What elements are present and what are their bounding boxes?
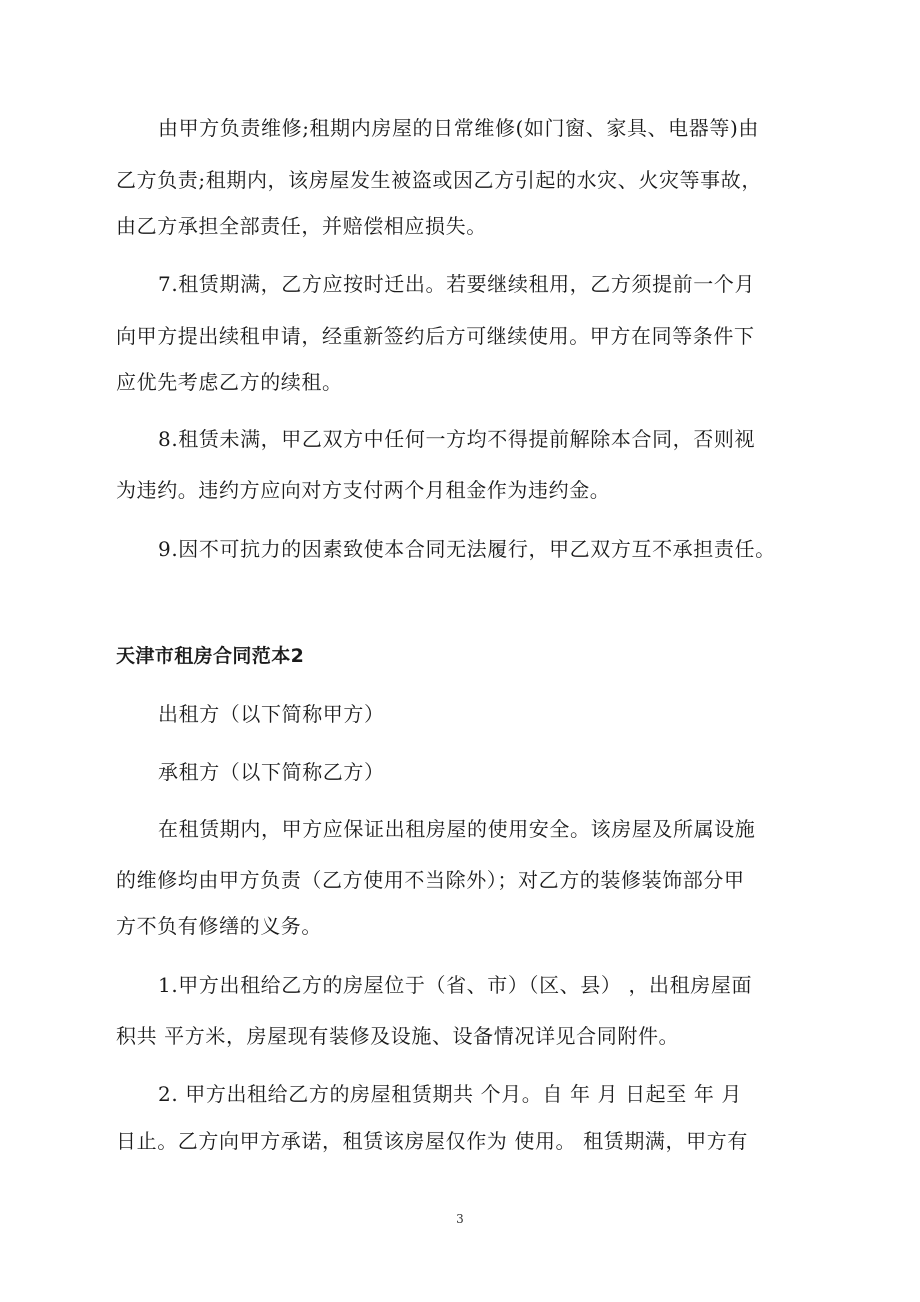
clause-8: 8.租赁未满，甲乙双方中任何一方均不得提前解除本合同，否则视 bbox=[158, 427, 756, 451]
text-line: 向甲方提出续租申请，经重新签约后方可继续使用。甲方在同等条件下 bbox=[116, 324, 755, 348]
lessor-line: 出租方（以下简称甲方） bbox=[158, 702, 385, 726]
text-line: 积共 平方米，房屋现有装修及设施、设备情况详见合同附件。 bbox=[116, 1024, 680, 1048]
text-line: 的维修均由甲方负责（乙方使用不当除外）；对乙方的装修装饰部分甲 bbox=[116, 868, 745, 892]
text-line: 由乙方承担全部责任，并赔偿相应损失。 bbox=[116, 214, 487, 238]
clause-2: 2. 甲方出租给乙方的房屋租赁期共 个月。自 年 月 日起至 年 月 bbox=[158, 1082, 742, 1106]
clause-7: 7.租赁期满，乙方应按时迁出。若要继续租用，乙方须提前一个月 bbox=[158, 272, 756, 296]
lessee-line: 承租方（以下简称乙方） bbox=[158, 760, 385, 784]
clause-1: 1.甲方出租给乙方的房屋位于（省、市）（区、县） ，出租房屋面 bbox=[158, 973, 753, 997]
text-line: 方不负有修缮的义务。 bbox=[116, 914, 322, 938]
text-line: 应优先考虑乙方的续租。 bbox=[116, 370, 343, 394]
page-number: 3 bbox=[456, 1212, 464, 1226]
text-line: 日止。乙方向甲方承诺，租赁该房屋仅作为 使用。 租赁期满，甲方有 bbox=[116, 1129, 748, 1153]
text-line: 由甲方负责维修;租期内房屋的日常维修(如门窗、家具、电器等)由 bbox=[158, 116, 759, 140]
text-line: 在租赁期内，甲方应保证出租房屋的使用安全。该房屋及所属设施 bbox=[158, 817, 756, 841]
section-heading: 天津市租房合同范本2 bbox=[116, 645, 305, 667]
text-line: 为违约。违约方应向对方支付两个月租金作为违约金。 bbox=[116, 478, 611, 502]
clause-9: 9.因不可抗力的因素致使本合同无法履行，甲乙双方互不承担责任。 bbox=[158, 537, 776, 561]
text-line: 乙方负责;租期内，该房屋发生被盗或因乙方引起的水灾、火灾等事故， bbox=[116, 168, 762, 192]
